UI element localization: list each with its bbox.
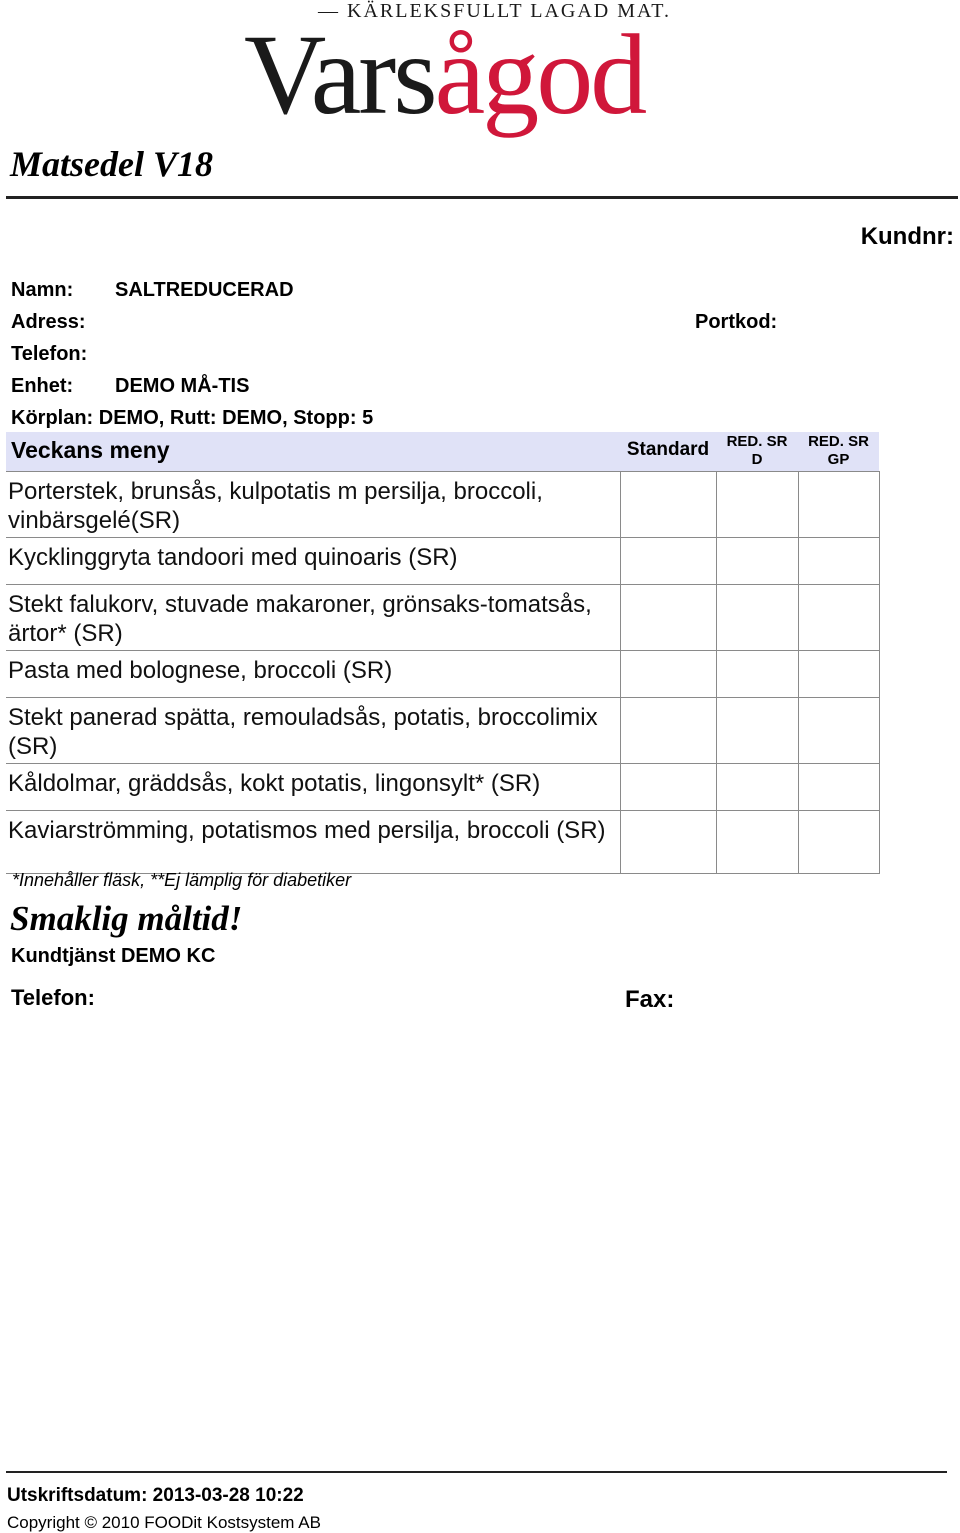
customer-service-name: Kundtjänst DEMO KC [11,945,216,967]
table-row [6,585,879,651]
order-cell-red-sr-gp[interactable] [798,764,879,811]
order-cell-standard[interactable] [620,698,716,764]
adress-label: Adress: [11,311,86,333]
order-cell-standard[interactable] [620,764,716,811]
table-row [6,698,879,764]
order-cell-red-sr-gp[interactable] [798,472,879,538]
order-cell-red-sr-gp[interactable] [798,585,879,651]
dish-name: Kycklinggryta tandoori med quinoaris (SR) [6,538,620,585]
column-header-red-sr-d [716,433,798,469]
column-header-line1: Standard [626,439,710,460]
dish-name: Porterstek, brunsås, kulpotatis m persilja, broccoli, vinbärsgelé(SR) [6,472,620,538]
logo-word-part2: ågod [434,11,645,138]
column-header-line2: D [751,451,763,468]
table-row [6,764,879,811]
korplan-line: Körplan: DEMO, Rutt: DEMO, Stopp: 5 [11,407,374,429]
enhet-value: DEMO MÅ-TIS [115,375,250,397]
column-header-line2: GP [827,451,850,468]
order-cell-red-sr-gp[interactable] [798,811,879,874]
brand-logo [244,0,644,150]
order-cell-standard[interactable] [620,472,716,538]
logo-word-part1: Vars [244,11,435,138]
dish-name: Kaviarströmming, potatismos med persilja, broccoli (SR) [6,811,620,874]
top-divider [6,196,958,199]
contact-fax-label: Fax: [625,986,675,1013]
closing-greeting: Smaklig måltid! [10,899,243,938]
dish-name: Kåldolmar, gräddsås, kokt potatis, lingonsylt* (SR) [6,764,620,811]
column-header-line1: RED. SR [726,433,788,450]
order-cell-red-sr-d[interactable] [716,698,798,764]
dish-name: Stekt panerad spätta, remouladsås, potatis, broccolimix (SR) [6,698,620,764]
table-row [6,472,879,538]
order-cell-standard[interactable] [620,811,716,874]
order-cell-standard[interactable] [620,538,716,585]
contact-telefon-label: Telefon: [11,985,95,1010]
dish-name: Stekt falukorv, stuvade makaroner, grönsaks-tomatsås, ärtor* (SR) [6,585,620,651]
table-row [6,811,879,874]
logo-tagline: — KÄRLEKSFULLT LAGAD MAT. [318,0,671,22]
column-header-red-sr-gp [798,433,879,469]
enhet-label: Enhet: [11,375,74,397]
menu-heading: Veckans meny [11,437,170,463]
portkod-label: Portkod: [695,311,778,333]
order-cell-red-sr-gp[interactable] [798,698,879,764]
kundnr-label: Kundnr: [860,223,954,250]
telefon-label: Telefon: [11,343,88,365]
copyright-notice: Copyright © 2010 FOODit Kostsystem AB [7,1513,321,1532]
order-cell-red-sr-d[interactable] [716,472,798,538]
menu-footnote: *Innehåller fläsk, **Ej lämplig för diabetiker [12,870,352,890]
table-row [6,538,879,585]
print-date: Utskriftsdatum: 2013-03-28 10:22 [7,1485,304,1506]
column-header-line1: RED. SR [808,433,869,450]
order-cell-red-sr-gp[interactable] [798,651,879,698]
namn-value: SALTREDUCERAD [115,279,294,301]
bottom-divider [6,1471,947,1473]
order-cell-red-sr-d[interactable] [716,538,798,585]
order-cell-red-sr-d[interactable] [716,764,798,811]
order-cell-standard[interactable] [620,585,716,651]
namn-label: Namn: [11,279,74,301]
page-title: Matsedel V18 [10,144,213,184]
order-cell-standard[interactable] [620,651,716,698]
order-cell-red-sr-d[interactable] [716,811,798,874]
table-row [6,651,879,698]
order-cell-red-sr-d[interactable] [716,651,798,698]
order-cell-red-sr-gp[interactable] [798,538,879,585]
menu-table [6,471,879,874]
dish-name: Pasta med bolognese, broccoli (SR) [6,651,620,698]
order-cell-red-sr-d[interactable] [716,585,798,651]
column-header-standard [620,441,716,459]
